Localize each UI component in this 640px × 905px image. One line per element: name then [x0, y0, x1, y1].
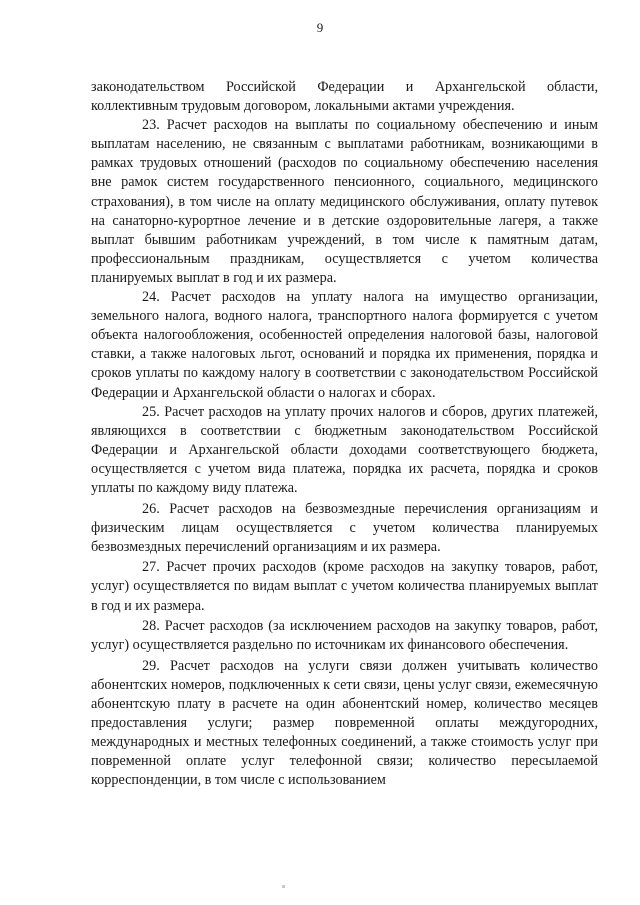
page-number: 9 [316, 20, 324, 35]
paragraph-28: 28. Расчет расходов (за исключением расходов на закупку товаров, работ, услуг) осуществляется раздельно по источникам их финансового обеспечения. [91, 618, 598, 654]
paragraph-26: 26. Расчет расходов на безвозмездные перечисления организациям и физическим лицам осуществляется с учетом количества планируемых безвозмездных перечислений организациям и их размера. [91, 500, 598, 555]
paragraph-29: 29. Расчет расходов на услуги связи должен учитывать количество абонентских номеров, подключенных к сети связи, цены услуг связи, ежемесячную абонентскую плату в расчете на один абонентский номер, количество месяцев предоставления услуги; размер повременной оплаты междугородних, международных и местных телефонных соединений, а также стоимость услуг при повременной оплате услуг телефонной связи; количество пересылаемой корреспонденции, в том числе с использованием [91, 657, 598, 789]
document-body [91, 78, 598, 790]
paragraph-27: 27. Расчет прочих расходов (кроме расходов на закупку товаров, работ, услуг) осуществляется по видам выплат с учетом количества планируемых выплат в год и их размера. [91, 559, 598, 614]
paragraph-continuation: законодательством Российской Федерации и Архангельской области, коллективным трудовым договором, локальными актами учреждения. [91, 79, 598, 115]
paragraph-24: 24. Расчет расходов на уплату налога на имущество организации, земельного налога, водного налога, транспортного налога формируется с учетом объекта налогообложения, особенностей определения налоговой базы, налоговой ставки, а также налоговых льгот, оснований и порядка их применения, порядка и сроков уплаты по каждому налогу в соответствии с законодательством Российской Федерации и Архангельской области о налогах и сборах. [91, 289, 598, 401]
paragraph-25: 25. Расчет расходов на уплату прочих налогов и сборов, других платежей, являющихся в соответствии с бюджетным законодательством Российской Федерации и Архангельской области доходами соответствующего бюджета, осуществляется с учетом вида платежа, порядка их расчета, порядка и сроков уплаты по каждому виду платежа. [91, 403, 598, 496]
paragraph-23: 23. Расчет расходов на выплаты по социальному обеспечению и иным выплатам населению, не связанным с выплатами работникам, возникающими в рамках трудовых отношений (расходов по социальному обеспечению населения вне рамок систем государственного пенсионного, социального, медицинского страхования), в том числе на оплату медицинского обслуживания, оплату путевок на санаторно-курортное лечение и в детские оздоровительные лагеря, а также выплат бывшим работникам учреждений, в том числе к памятным датам, профессиональным праздникам, осуществляется с учетом количества планируемых выплат в год и их размера. [91, 117, 598, 286]
scan-dot-mark [282, 885, 285, 888]
